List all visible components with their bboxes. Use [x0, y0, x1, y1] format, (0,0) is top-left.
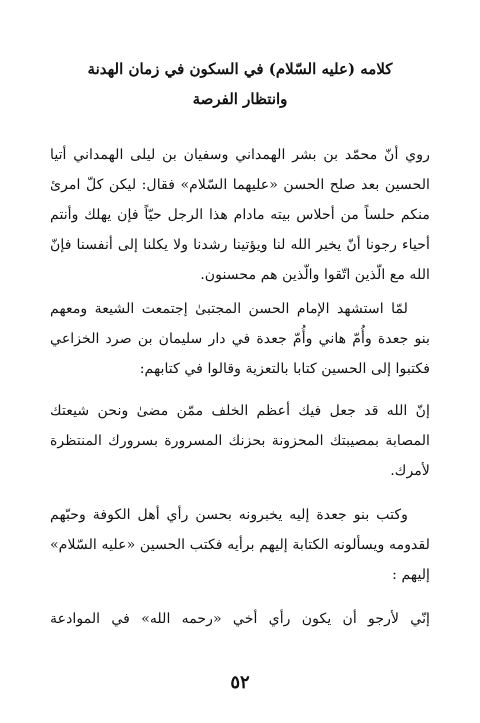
chapter-heading-line-1: كلامه (عليه السّلام) في السكون في زمان الهدنة — [87, 60, 393, 78]
quote-line: إنّي لأرجو أن يكون رأي أخي «رحمه الله» في الموادعة — [50, 611, 430, 627]
body-line: وكتب بنو جعدة إليه يخبرونه بحسن رأي أهل الكوفة وحبّهم — [50, 507, 408, 523]
quote-line: لأمرك. — [390, 463, 430, 479]
body-line: روي أنّ محمّد بن بشر الهمداني وسفيان بن ليلى الهمداني أتيا — [50, 147, 430, 163]
body-line: بنو جعدة وأُمّ هاني وأُمّ جعدة في دار سليمان بن صرد الخزاعي — [50, 331, 430, 347]
body-line: الله مع الّذين اتّقوا والّذين هم محسنون. — [200, 267, 430, 283]
body-line: فكتبوا إلى الحسين كتابا بالتعزية وقالوا في كتابهم: — [139, 361, 430, 377]
quote-line: المصابة بمصيبتك المحزونة بحزنك المسرورة بسرورك المنتظرة — [50, 433, 430, 449]
body-line: منكم حلساً من أحلاس بيته مادام هذا الرجل حيّاً فإن يهلك وأنتم — [50, 207, 430, 223]
body-line: لقدومه ويسألونه الكتابة إليهم برأيه فكتب الحسين «عليه السّلام» — [50, 537, 430, 553]
body-line: لمّا استشهد الإمام الحسن المجتبىٰ إجتمعت الشيعة ومعهم — [50, 301, 408, 317]
body-line: أحياء رجونا أنّ يخير الله لنا ويؤتينا رشدنا ولا يكلنا إلى أنفسنا فإنّ — [50, 237, 430, 253]
quote-line: إنّ الله قد جعل فيك أعظم الخلف ممّن مضىٰ ونحن شيعتك — [50, 403, 430, 419]
body-line: إليهم : — [392, 567, 430, 583]
body-line: الحسين بعد صلح الحسن «عليهما السّلام» فقال: ليكن كلّ امرئ — [50, 177, 430, 193]
page-number: ٥٢ — [230, 672, 250, 693]
chapter-heading-line-2: وانتظار الفرصة — [192, 90, 288, 108]
